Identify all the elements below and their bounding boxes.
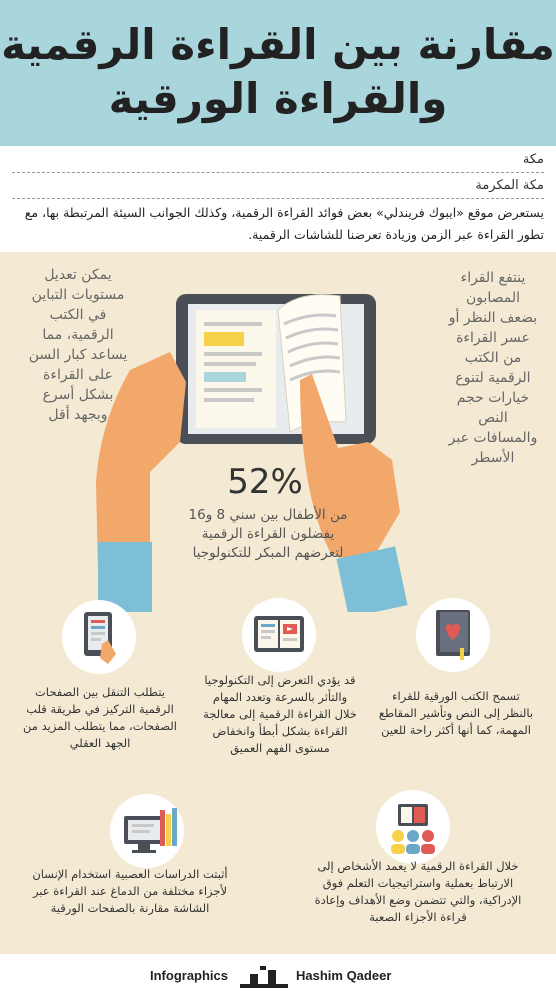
divider	[12, 198, 544, 199]
fact-circle	[62, 600, 136, 674]
group-reading-icon	[376, 790, 450, 864]
reading-device-icon	[242, 598, 316, 672]
scrolling-tablet-icon	[62, 600, 136, 674]
footer-author: Hashim Qadeer	[296, 968, 392, 983]
fact-circle	[242, 598, 316, 672]
makkah-logo	[236, 962, 292, 992]
fact-neuroscience: أثبتت الدراسات العصبية استخدام الإنسان لأجزاء مختلفة من الدماغ عند القراءة عبر الشاشة مقارنة بالصفحات الورقية	[32, 867, 228, 915]
children-stat-text: من الأطفال بين سني 8 و16 يفضلون القراءة الرقمية لتعرضهم المبكر للتكنولوجيا	[188, 507, 348, 561]
library-computer-icon	[110, 794, 184, 868]
page-title	[0, 18, 556, 126]
title-line-1: مقارنة بين القراءة الرقمية	[1, 20, 555, 69]
intro-section	[0, 146, 556, 252]
footer	[0, 954, 556, 1000]
intro-text: يستعرض موقع «ايبوك فريندلي» بعض فوائد القراءة الرقمية، وكذلك الجوانب السيئة المرتبطة بها، مع تطور القراءة عبر الزمن وزيادة تعرضنا للشاشات الرقمية.	[24, 205, 544, 242]
fact-circle	[110, 794, 184, 868]
font-size-benefit-text: ينتفع القراء المصابون بضعف النظر أو عسر القراءة من الكتب الرقمية لتنوع خيارات حجم النص والمسافات عبر الأسطر	[448, 270, 538, 466]
title-line-2: والقراءة الورقية	[108, 74, 448, 123]
footer-infographics-label: Infographics	[150, 968, 229, 983]
fact-circle	[416, 598, 490, 672]
fact-metacognition: خلال القراءة الرقمية لا يعمد الأشخاص إلى الارتباط بعملية واستراتيجيات التعلم فوق الإدراكية، والتي تتضمن وضع الأهداف وإعادة قراءة الأجزاء الصعبة	[314, 859, 522, 924]
children-stat-number: 52%	[227, 462, 303, 502]
location-full: مكة المكرمة	[475, 178, 544, 193]
title-header	[0, 0, 556, 146]
contrast-benefit-text: يمكن تعديل مستويات التباين في الكتب الرقمية، مما يساعد كبار السن على القراءة بشكل أسرع وبجهد أقل	[28, 267, 128, 423]
fact-circle	[376, 790, 450, 864]
divider	[12, 172, 544, 173]
fact-technology: قد يؤدي التعرض إلى التكنولوجيا والتأثر بالسرعة وتعدد المهام خلال القراءة الرقمية إلى معالجة القراءة بشكل أبطأ وانخفاض مستوى الفهم العميق	[203, 673, 357, 755]
heart-book-icon	[416, 598, 490, 672]
fact-paper-comfort: تسمح الكتب الورقية للقراء بالنظر إلى النص وتأشير المقاطع المهمة، كما أنها أكثر راحة للعين	[378, 689, 534, 737]
fact-navigation: يتطلب التنقل بين الصفحات الرقمية التركيز في طريقة قلب الصفحات، مما يتطلب المزيد من الجهد العقلي	[23, 685, 177, 750]
location-city: مكة	[522, 152, 544, 167]
